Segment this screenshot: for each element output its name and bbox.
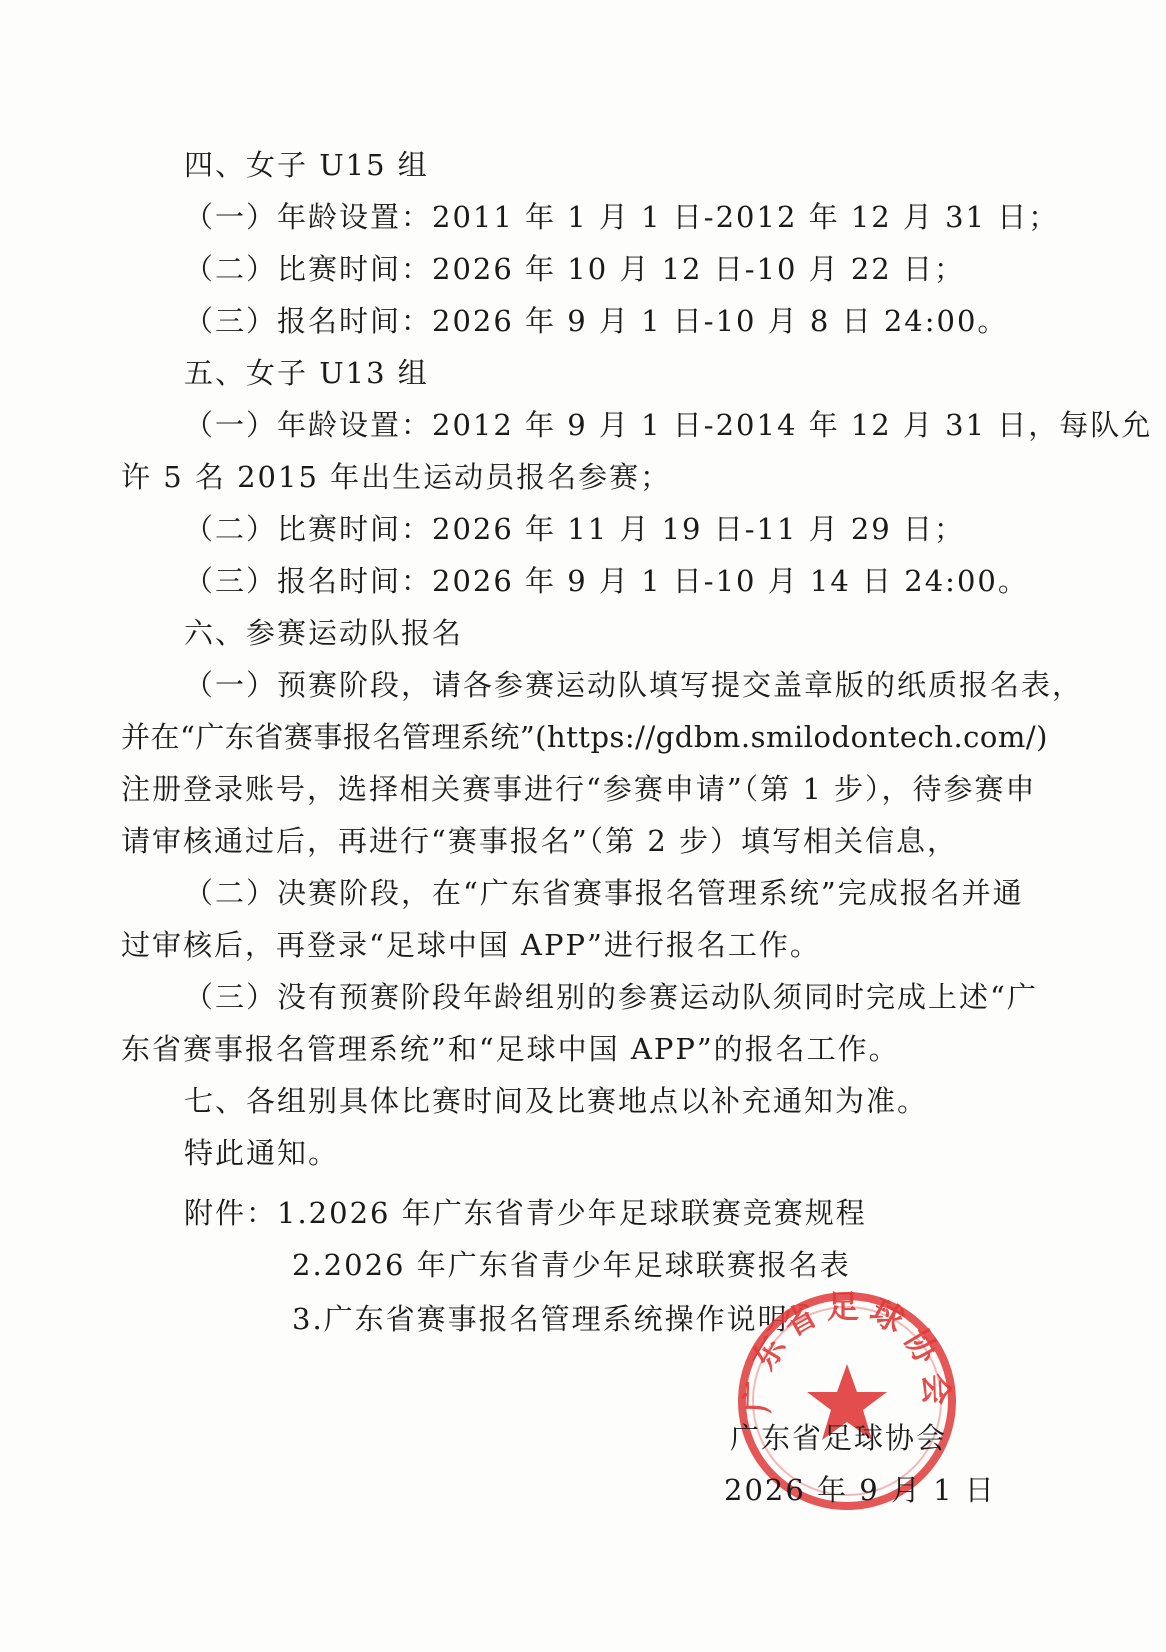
closing-notice: 特此通知。 [184,1136,340,1170]
registration-no-prelim-part1: （三）没有预赛阶段年龄组别的参赛运动队须同时完成上述“广 [184,980,1038,1014]
u13-age-setting-part1: （一）年龄设置：2012 年 9 月 1 日-2014 年 12 月 31 日，每队允 [184,408,1153,442]
u15-age-setting: （一）年龄设置：2011 年 1 月 1 日-2012 年 12 月 31 日； [184,200,1060,234]
registration-prelim-part4: 请审核通过后，再进行“赛事报名”（第 2 步）填写相关信息， [121,824,959,858]
u13-age-setting-part2: 许 5 名 2015 年出生运动员报名参赛； [121,460,672,494]
signature-date: 2026 年 9 月 1 日 [724,1473,996,1507]
signature-organization: 广东省足球协会 [730,1421,948,1455]
attachment-1: 附件：1.2026 年广东省青少年足球联赛竞赛规程 [184,1196,867,1230]
u13-match-time: （二）比赛时间：2026 年 11 月 19 日-11 月 29 日； [184,512,965,546]
seal-text: 广东省足球协会 [738,1287,956,1414]
section-heading-registration: 六、参赛运动队报名 [184,616,464,650]
registration-final-part2: 过审核后，再登录“足球中国 APP”进行报名工作。 [121,928,821,962]
registration-prelim-part3: 注册登录账号，选择相关赛事进行“参赛申请”（第 1 步），待参赛申 [121,772,1037,806]
section-heading-u15: 四、女子 U15 组 [184,148,429,182]
attachment-2: 2.2026 年广东省青少年足球联赛报名表 [292,1248,851,1282]
u15-registration-time: （三）报名时间：2026 年 9 月 1 日-10 月 8 日 24:00。 [184,304,1009,338]
registration-prelim-part2: 并在“广东省赛事报名管理系统”(https://gdbm.smilodontech.com/) [121,720,1048,754]
section-heading-supplementary: 七、各组别具体比赛时间及比赛地点以补充通知为准。 [184,1084,929,1118]
u15-match-time: （二）比赛时间：2026 年 10 月 12 日-10 月 22 日； [184,252,965,286]
registration-prelim-part1: （一）预赛阶段，请各参赛运动队填写提交盖章版的纸质报名表， [184,668,1084,702]
u13-registration-time: （三）报名时间：2026 年 9 月 1 日-10 月 14 日 24:00。 [184,564,1029,598]
section-heading-u13: 五、女子 U13 组 [184,356,429,390]
attachment-3: 3.广东省赛事报名管理系统操作说明 [292,1302,789,1336]
registration-no-prelim-part2: 东省赛事报名管理系统”和“足球中国 APP”的报名工作。 [121,1032,900,1066]
registration-final-part1: （二）决赛阶段，在“广东省赛事报名管理系统”完成报名并通 [184,876,1024,910]
